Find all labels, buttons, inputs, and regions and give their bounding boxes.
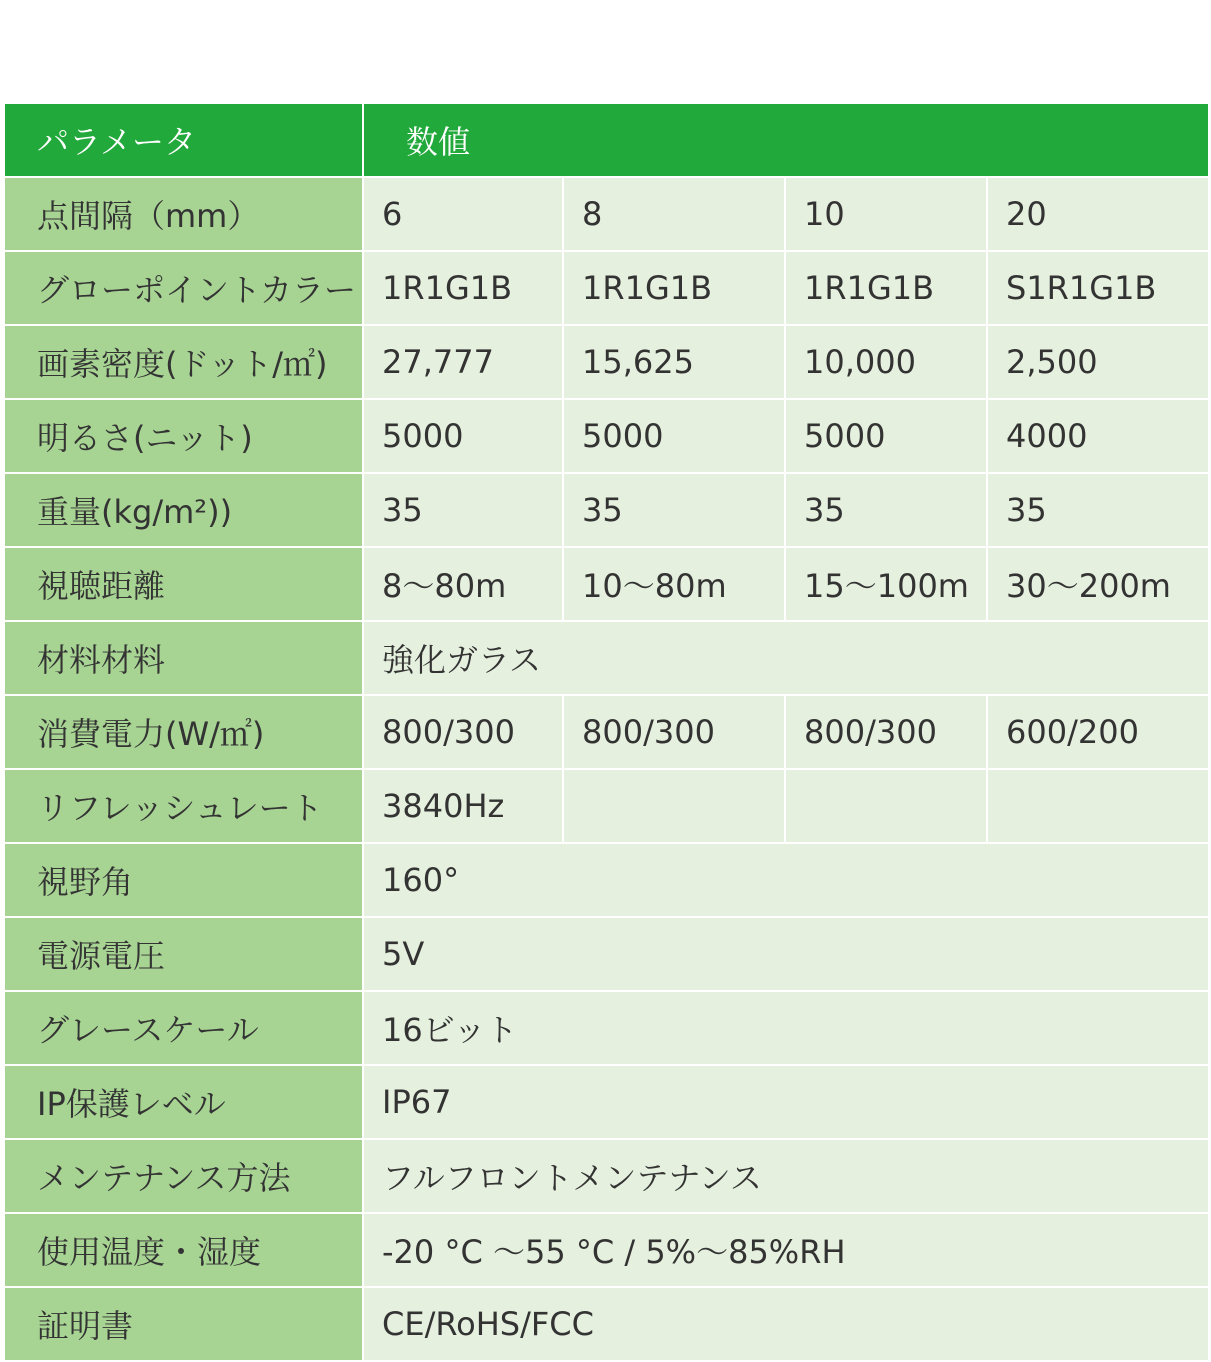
table-row (4, 1065, 1209, 1139)
value-cell: 強化ガラス (363, 621, 1209, 695)
spec-table (3, 102, 1210, 1362)
parameter-label: グローポイントカラー (4, 251, 363, 325)
value-cell: 3840Hz (363, 769, 563, 843)
table-row (4, 547, 1209, 621)
value-cell: 800/300 (363, 695, 563, 769)
value-cell: 8 (563, 177, 785, 251)
value-cell: 2,500 (987, 325, 1209, 399)
parameter-label: 明るさ(ニット) (4, 399, 363, 473)
table-header-row (4, 103, 1209, 177)
value-cell: 1R1G1B (563, 251, 785, 325)
value-cell: 1R1G1B (363, 251, 563, 325)
value-column-header: 数値 (363, 103, 1209, 177)
value-cell: 35 (785, 473, 987, 547)
value-cell: 800/300 (785, 695, 987, 769)
parameter-label: 証明書 (4, 1287, 363, 1361)
value-cell (987, 769, 1209, 843)
value-cell: 6 (363, 177, 563, 251)
table-row (4, 917, 1209, 991)
table-row (4, 621, 1209, 695)
parameter-label: 電源電圧 (4, 917, 363, 991)
parameter-label: 視野角 (4, 843, 363, 917)
value-cell: 16ビット (363, 991, 1209, 1065)
table-row (4, 1287, 1209, 1361)
value-cell: 5000 (563, 399, 785, 473)
parameter-label: 視聴距離 (4, 547, 363, 621)
table-row (4, 251, 1209, 325)
value-cell: 8～80m (363, 547, 563, 621)
value-cell: フルフロントメンテナンス (363, 1139, 1209, 1213)
table-body (4, 177, 1209, 1361)
value-cell: 27,777 (363, 325, 563, 399)
value-cell (785, 769, 987, 843)
table-row (4, 769, 1209, 843)
parameter-label: 点間隔（mm） (4, 177, 363, 251)
value-cell: 15～100m (785, 547, 987, 621)
value-cell: 4000 (987, 399, 1209, 473)
parameter-label: メンテナンス方法 (4, 1139, 363, 1213)
value-cell: 35 (987, 473, 1209, 547)
table-row (4, 177, 1209, 251)
table-row (4, 1213, 1209, 1287)
value-cell: 5V (363, 917, 1209, 991)
parameter-label: リフレッシュレート (4, 769, 363, 843)
value-cell: 800/300 (563, 695, 785, 769)
value-cell: 15,625 (563, 325, 785, 399)
value-cell: 5000 (785, 399, 987, 473)
value-cell: 5000 (363, 399, 563, 473)
value-cell: 10 (785, 177, 987, 251)
table-row (4, 991, 1209, 1065)
parameter-label: 重量(kg/m²)) (4, 473, 363, 547)
value-cell: 10～80m (563, 547, 785, 621)
value-cell: -20 °C ～55 °C / 5%～85%RH (363, 1213, 1209, 1287)
value-cell: S1R1G1B (987, 251, 1209, 325)
parameter-label: 材料材料 (4, 621, 363, 695)
parameter-label: グレースケール (4, 991, 363, 1065)
value-cell: 600/200 (987, 695, 1209, 769)
value-cell: 160° (363, 843, 1209, 917)
parameter-label: 消費電力(W/㎡) (4, 695, 363, 769)
parameter-label: IP保護レベル (4, 1065, 363, 1139)
value-cell: IP67 (363, 1065, 1209, 1139)
value-cell: CE/RoHS/FCC (363, 1287, 1209, 1361)
value-cell: 35 (563, 473, 785, 547)
value-cell: 20 (987, 177, 1209, 251)
table-row (4, 473, 1209, 547)
value-cell (563, 769, 785, 843)
table-row (4, 399, 1209, 473)
value-cell: 30～200m (987, 547, 1209, 621)
parameter-label: 使用温度・湿度 (4, 1213, 363, 1287)
table-row (4, 695, 1209, 769)
table-row (4, 1139, 1209, 1213)
parameter-column-header: パラメータ (4, 103, 363, 177)
value-cell: 1R1G1B (785, 251, 987, 325)
table-row (4, 843, 1209, 917)
parameter-label: 画素密度(ドット/㎡) (4, 325, 363, 399)
table-row (4, 325, 1209, 399)
value-cell: 10,000 (785, 325, 987, 399)
value-cell: 35 (363, 473, 563, 547)
